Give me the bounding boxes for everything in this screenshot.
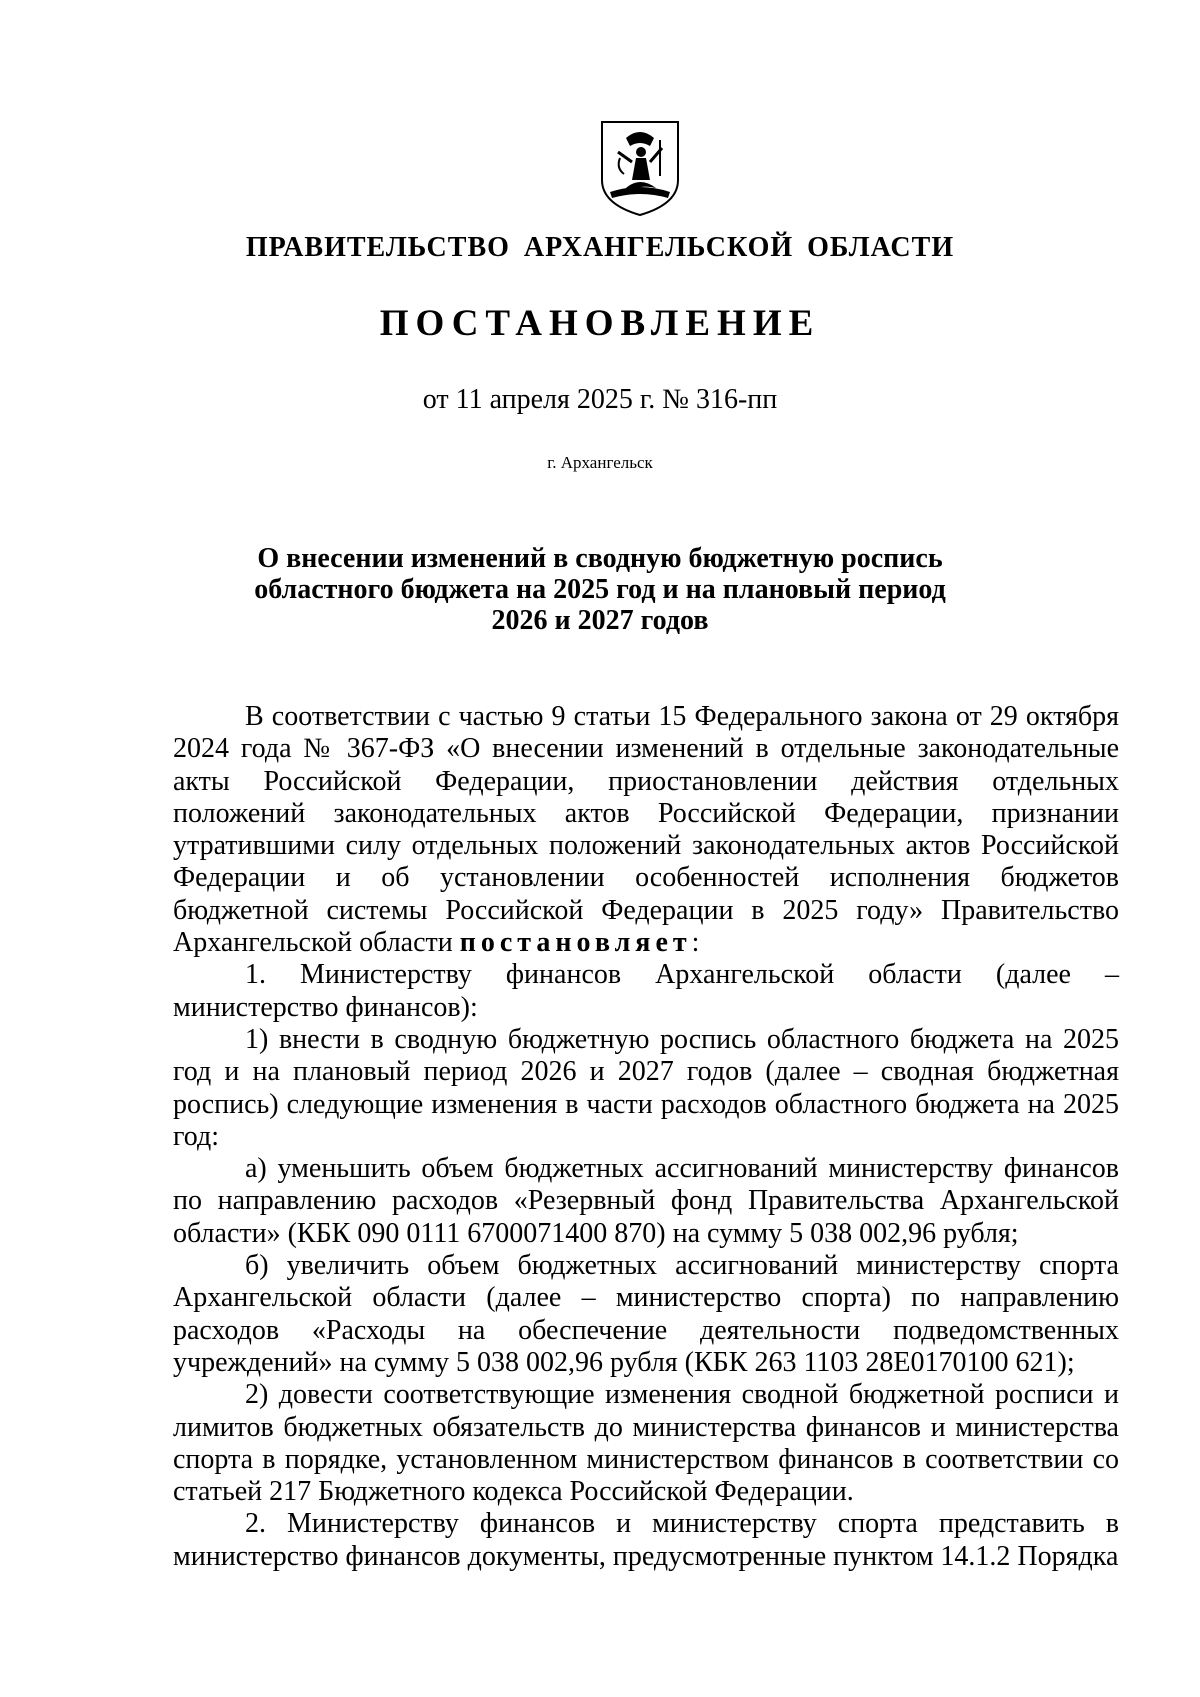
preamble-paragraph — [173, 701, 1119, 959]
organization-name: ПРАВИТЕЛЬСТВО АРХАНГЕЛЬСКОЙ ОБЛАСТИ — [245, 232, 955, 263]
paragraph-1-2: 2) довести соответствующие изменения сводной бюджетной росписи и лимитов бюджетных обязательств до министерства финансов и министерства спорта в порядке, установленном министерством финансов в соответствии со статьей 217 Бюджетного кодекса Российской Федерации. — [173, 1379, 1119, 1508]
document-type: ПОСТАНОВЛЕНИЕ — [379, 303, 821, 344]
paragraph-1-1: 1) внести в сводную бюджетную роспись областного бюджета на 2025 год и на плановый период 2026 и 2027 годов (далее – сводная бюджетная роспись) следующие изменения в части расходов областного бюджета на 2025 год: — [173, 1023, 1119, 1152]
document-title — [200, 543, 1000, 636]
document-date-number: от 11 апреля 2025 г. № 316-пп — [422, 384, 778, 415]
paragraph-2: 2. Министерству финансов и министерству спорта представить в министерство финансов документы, предусмотренные пунктом 14.1.2 Порядка — [173, 1508, 1119, 1572]
paragraph-1-1-b: б) увеличить объем бюджетных ассигнований министерству спорта Архангельской области (далее – министерство спорта) по направлению расходов «Расходы на обеспечение деятельности подведомственных учреждений» на сумму 5 038 002,96 рубля (КБК 263 1103 28Е0170100 621); — [173, 1250, 1119, 1378]
resolves-colon: : — [691, 927, 700, 959]
title-line: областного бюджета на 2025 год и на плановый период — [254, 574, 946, 605]
title-line: О внесении изменений в сводную бюджетную роспись — [257, 543, 943, 574]
document-city: г. Архангельск — [547, 453, 653, 472]
preamble-text: В соответствии с частью 9 статьи 15 Федерального закона от 29 октября 2024 года № 367-ФЗ «О внесении изменений в отдельные законодательные акты Российской Федерации, приостановлении действия отдельных положений законодательных актов Российской Федерации, признании утратившими силу отдельных положений законодательных актов Российской Федерации и об установлении особенностей исполнения бюджетов бюджетной системы Российской Федерации в 2025 году» Правительство Архангельской области — [173, 701, 1119, 959]
resolves-word: постановляет — [459, 927, 692, 959]
coat-of-arms-icon — [596, 118, 684, 218]
paragraph-1-1-a: а) уменьшить объем бюджетных ассигнований министерству финансов по направлению расходов «Резервный фонд Правительства Архангельской области» (КБК 090 0111 6700071400 870) на сумму 5 038 002,96 рубля; — [173, 1153, 1119, 1249]
document-body — [173, 701, 1119, 1573]
title-line: 2026 и 2027 годов — [491, 605, 709, 636]
paragraph-1: 1. Министерству финансов Архангельской области (далее – министерство финансов): — [173, 959, 1119, 1023]
